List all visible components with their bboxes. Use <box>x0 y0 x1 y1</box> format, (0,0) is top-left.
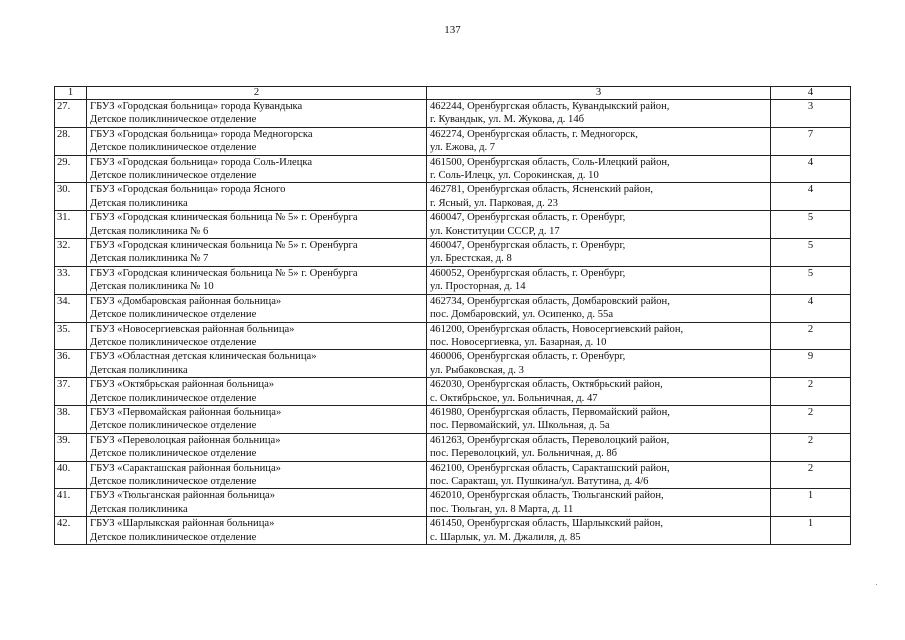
page-number: 137 <box>444 24 461 36</box>
department-name: Детская поликлиника <box>90 197 188 209</box>
row-number: 39. <box>55 433 87 461</box>
count-cell: 4 <box>771 294 851 322</box>
department-name: Детское поликлиническое отделение <box>90 170 257 182</box>
institution-name: ГБУЗ «Городская клиническая больница № 5» г. Оренбурга <box>90 240 358 252</box>
address-cell <box>427 239 771 267</box>
address-cell <box>427 294 771 322</box>
address-line-1: 462030, Оренбургская область, Октябрьский район, <box>430 379 663 391</box>
address-line-1: 462100, Оренбургская область, Саракташский район, <box>430 462 670 474</box>
institution-name: ГБУЗ «Городская больница» города Соль-Илецка <box>90 156 313 168</box>
institution-name: ГБУЗ «Шарлыкская районная больница» <box>90 518 275 530</box>
institution-cell <box>87 322 427 350</box>
institution-cell <box>87 100 427 128</box>
institution-cell <box>87 127 427 155</box>
department-name: Детская поликлиника № 6 <box>90 225 209 237</box>
address-line-1: 461500, Оренбургская область, Соль-Илецкий район, <box>430 156 670 168</box>
institution-cell <box>87 517 427 545</box>
count-cell: 5 <box>771 266 851 294</box>
table-row <box>55 155 851 183</box>
count-cell: 2 <box>771 461 851 489</box>
address-line-1: 461980, Оренбургская область, Первомайский район, <box>430 406 670 418</box>
department-name: Детское поликлиническое отделение <box>90 531 257 543</box>
department-name: Детское поликлиническое отделение <box>90 475 257 487</box>
institution-name: ГБУЗ «Октябрьская районная больница» <box>90 379 275 391</box>
address-line-2: пос. Первомайский, ул. Школьная, д. 5а <box>430 420 610 432</box>
row-number: 29. <box>55 155 87 183</box>
institution-name: ГБУЗ «Домбаровская районная больница» <box>90 295 282 307</box>
count-cell: 1 <box>771 489 851 517</box>
institution-name: ГБУЗ «Городская клиническая больница № 5» г. Оренбурга <box>90 212 358 224</box>
address-line-1: 461263, Оренбургская область, Переволоцкий район, <box>430 434 670 446</box>
institution-cell <box>87 378 427 406</box>
table-row <box>55 517 851 545</box>
institution-cell <box>87 461 427 489</box>
department-name: Детское поликлиническое отделение <box>90 392 257 404</box>
institution-cell <box>87 211 427 239</box>
address-cell <box>427 183 771 211</box>
address-line-2: с. Шарлык, ул. М. Джалиля, д. 85 <box>430 531 581 543</box>
table-row <box>55 378 851 406</box>
institution-name: ГБУЗ «Областная детская клиническая больница» <box>90 351 317 363</box>
department-name: Детское поликлиническое отделение <box>90 420 257 432</box>
count-cell: 2 <box>771 433 851 461</box>
scan-speck <box>876 584 877 585</box>
institution-cell <box>87 294 427 322</box>
row-number: 34. <box>55 294 87 322</box>
address-cell <box>427 489 771 517</box>
table-row <box>55 294 851 322</box>
department-name: Детское поликлиническое отделение <box>90 309 257 321</box>
institution-cell <box>87 183 427 211</box>
institution-name: ГБУЗ «Первомайская районная больница» <box>90 406 282 418</box>
address-line-1: 460006, Оренбургская область, г. Оренбург, <box>430 351 626 363</box>
row-number: 41. <box>55 489 87 517</box>
address-line-2: пос. Саракташ, ул. Пушкина/ул. Ватутина, д. 4/6 <box>430 475 649 487</box>
address-cell <box>427 461 771 489</box>
table-row <box>55 350 851 378</box>
address-line-2: г. Ясный, ул. Парковая, д. 23 <box>430 197 558 209</box>
table-row <box>55 322 851 350</box>
address-line-1: 462274, Оренбургская область, г. Медногорск, <box>430 128 638 140</box>
address-line-1: 461450, Оренбургская область, Шарлыкский район, <box>430 518 664 530</box>
address-cell <box>427 433 771 461</box>
department-name: Детская поликлиника № 10 <box>90 281 214 293</box>
table-row <box>55 100 851 128</box>
table-row <box>55 433 851 461</box>
count-cell: 2 <box>771 322 851 350</box>
address-line-2: пос. Тюльган, ул. 8 Марта, д. 11 <box>430 503 574 515</box>
clinics-table <box>54 86 851 545</box>
address-line-1: 460047, Оренбургская область, г. Оренбург, <box>430 212 626 224</box>
address-cell <box>427 405 771 433</box>
table-row <box>55 127 851 155</box>
institution-cell <box>87 350 427 378</box>
institution-cell <box>87 489 427 517</box>
row-number: 30. <box>55 183 87 211</box>
address-line-2: ул. Просторная, д. 14 <box>430 281 526 293</box>
institution-cell <box>87 433 427 461</box>
institution-name: ГБУЗ «Переволоцкая районная больница» <box>90 434 281 446</box>
count-cell: 5 <box>771 211 851 239</box>
table-row <box>55 266 851 294</box>
row-number: 40. <box>55 461 87 489</box>
address-cell <box>427 155 771 183</box>
institution-name: ГБУЗ «Новосергиевская районная больница» <box>90 323 295 335</box>
address-line-1: 462010, Оренбургская область, Тюльганский район, <box>430 490 664 502</box>
department-name: Детская поликлиника <box>90 503 188 515</box>
address-cell <box>427 378 771 406</box>
institution-cell <box>87 155 427 183</box>
row-number: 32. <box>55 239 87 267</box>
table-row <box>55 183 851 211</box>
row-number: 36. <box>55 350 87 378</box>
row-number: 38. <box>55 405 87 433</box>
address-line-1: 462781, Оренбургская область, Ясненский район, <box>430 184 654 196</box>
table-row <box>55 489 851 517</box>
count-cell: 4 <box>771 155 851 183</box>
address-line-1: 460047, Оренбургская область, г. Оренбург, <box>430 240 626 252</box>
address-line-2: г. Кувандык, ул. М. Жукова, д. 14б <box>430 114 585 126</box>
header-col-3: 3 <box>427 87 771 100</box>
address-line-2: г. Соль-Илецк, ул. Сорокинская, д. 10 <box>430 170 599 182</box>
institution-name: ГБУЗ «Городская клиническая больница № 5» г. Оренбурга <box>90 267 358 279</box>
count-cell: 3 <box>771 100 851 128</box>
department-name: Детское поликлиническое отделение <box>90 114 257 126</box>
address-cell <box>427 350 771 378</box>
institution-cell <box>87 266 427 294</box>
table-row <box>55 211 851 239</box>
institution-name: ГБУЗ «Городская больница» города Медногорска <box>90 128 313 140</box>
address-cell <box>427 322 771 350</box>
count-cell: 5 <box>771 239 851 267</box>
department-name: Детское поликлиническое отделение <box>90 142 257 154</box>
address-cell <box>427 266 771 294</box>
address-line-2: ул. Конституции СССР, д. 17 <box>430 225 560 237</box>
address-line-1: 460052, Оренбургская область, г. Оренбург, <box>430 267 626 279</box>
header-col-1: 1 <box>55 87 87 100</box>
header-col-2: 2 <box>87 87 427 100</box>
department-name: Детская поликлиника <box>90 364 188 376</box>
institution-name: ГБУЗ «Городская больница» города Кувандыка <box>90 101 303 112</box>
row-number: 28. <box>55 127 87 155</box>
address-cell <box>427 211 771 239</box>
address-cell <box>427 100 771 128</box>
institution-name: ГБУЗ «Городская больница» города Ясного <box>90 184 286 196</box>
institution-name: ГБУЗ «Саракташская районная больница» <box>90 462 281 474</box>
address-line-2: с. Октябрьское, ул. Больничная, д. 47 <box>430 392 598 404</box>
table-header-row <box>55 87 851 100</box>
department-name: Детское поликлиническое отделение <box>90 336 257 348</box>
count-cell: 4 <box>771 183 851 211</box>
count-cell: 2 <box>771 378 851 406</box>
count-cell: 2 <box>771 405 851 433</box>
address-line-1: 462734, Оренбургская область, Домбаровский район, <box>430 295 670 307</box>
count-cell: 7 <box>771 127 851 155</box>
header-col-4: 4 <box>771 87 851 100</box>
institution-cell <box>87 405 427 433</box>
address-line-1: 461200, Оренбургская область, Новосергиевский район, <box>430 323 684 335</box>
row-number: 37. <box>55 378 87 406</box>
department-name: Детское поликлиническое отделение <box>90 448 257 460</box>
row-number: 33. <box>55 266 87 294</box>
table-row <box>55 405 851 433</box>
address-line-1: 462244, Оренбургская область, Кувандыкский район, <box>430 101 670 112</box>
address-line-2: ул. Рыбаковская, д. 3 <box>430 364 524 376</box>
count-cell: 1 <box>771 517 851 545</box>
row-number: 42. <box>55 517 87 545</box>
address-line-2: ул. Ежова, д. 7 <box>430 142 496 154</box>
address-cell <box>427 517 771 545</box>
row-number: 35. <box>55 322 87 350</box>
department-name: Детская поликлиника № 7 <box>90 253 209 265</box>
address-line-2: ул. Брестская, д. 8 <box>430 253 512 265</box>
row-number: 31. <box>55 211 87 239</box>
table-row <box>55 239 851 267</box>
institution-cell <box>87 239 427 267</box>
address-cell <box>427 127 771 155</box>
row-number: 27. <box>55 100 87 128</box>
table-row <box>55 461 851 489</box>
address-line-2: пос. Переволоцкий, ул. Больничная, д. 8б <box>430 448 618 460</box>
count-cell: 9 <box>771 350 851 378</box>
address-line-2: пос. Новосергиевка, ул. Базарная, д. 10 <box>430 336 607 348</box>
institution-name: ГБУЗ «Тюльганская районная больница» <box>90 490 275 502</box>
address-line-2: пос. Домбаровский, ул. Осипенко, д. 55а <box>430 309 614 321</box>
